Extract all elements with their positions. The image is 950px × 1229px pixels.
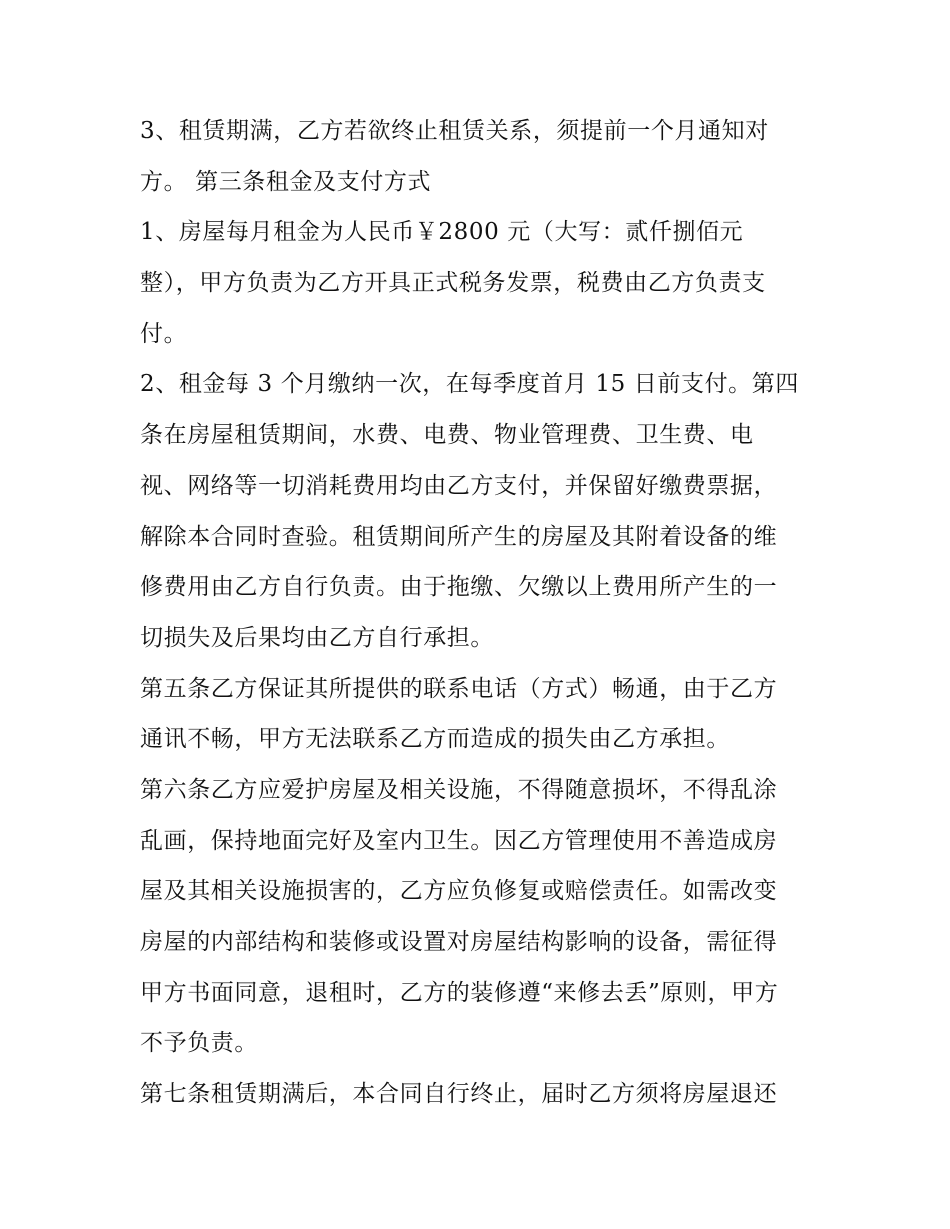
text-line: 第五条乙方保证其所提供的联系电话（方式）畅通，由于乙方 bbox=[140, 675, 778, 702]
text-line: 第六条乙方应爱护房屋及相关设施，不得随意损坏，不得乱涂 bbox=[140, 776, 778, 803]
text-line: 3、租赁期满，乙方若欲终止租赁关系，须提前一个月通知对 bbox=[140, 118, 769, 144]
text-line: 切损失及后果均由乙方自行承担。 bbox=[140, 624, 494, 651]
text-line: 方。 第三条租金及支付方式 bbox=[140, 168, 432, 195]
text-line: 整），甲方负责为乙方开具正式税务发票，税费由乙方负责支 bbox=[140, 270, 766, 297]
text-line: 视、网络等一切消耗费用均由乙方支付，并保留好缴费票据， bbox=[140, 472, 778, 499]
text-line: 乱画，保持地面完好及室内卫生。因乙方管理使用不善造成房 bbox=[140, 827, 778, 854]
text-line: 通讯不畅，甲方无法联系乙方而造成的损失由乙方承担。 bbox=[140, 726, 730, 753]
text-line: 条在房屋租赁期间，水费、电费、物业管理费、卫生费、电 bbox=[140, 422, 754, 449]
text-line: 修费用由乙方自行负责。由于拖缴、欠缴以上费用所产生的一 bbox=[140, 574, 778, 601]
text-line: 解除本合同时查验。租赁期间所产生的房屋及其附着设备的维 bbox=[140, 523, 778, 550]
text-line: 2、租金每 3 个月缴纳一次，在每季度首月 15 日前支付。第四 bbox=[140, 371, 799, 398]
text-line: 付。 bbox=[140, 320, 188, 347]
text-line: 房屋的内部结构和装修或设置对房屋结构影响的设备，需征得 bbox=[140, 929, 778, 955]
text-line: 屋及其相关设施损害的，乙方应负修复或赔偿责任。如需改变 bbox=[140, 878, 778, 905]
text-line: 甲方书面同意，退租时，乙方的装修遵“来修去丢”原则，甲方 bbox=[140, 979, 779, 1006]
text-line: 不予负责。 bbox=[140, 1030, 258, 1057]
text-line: 第七条租赁期满后，本合同自行终止，届时乙方须将房屋退还 bbox=[140, 1081, 778, 1108]
document-body bbox=[140, 106, 820, 1120]
text-line: 1、房屋每月租金为人民币￥2800 元（大写：贰仟捌佰元 bbox=[140, 219, 744, 246]
